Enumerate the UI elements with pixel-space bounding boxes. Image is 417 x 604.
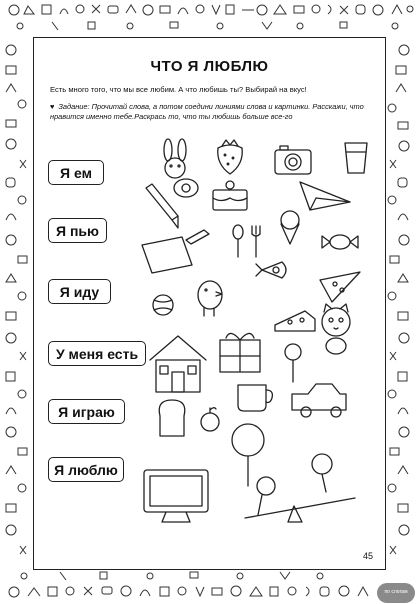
phrase-box-have[interactable]: У меня есть — [48, 341, 146, 366]
spoon-and-fork[interactable] — [233, 225, 260, 257]
toy-car[interactable] — [292, 384, 346, 417]
paper-plane[interactable] — [300, 182, 350, 210]
task-text: Прочитай слова, а потом соедини линиями слова и картинки. Расскажи, что нравится именно тебе.Раскрась то, что ты любишь больше все-го — [50, 102, 364, 121]
phrase-box-play[interactable]: Я играю — [48, 399, 125, 424]
ball[interactable] — [153, 295, 173, 315]
phrase-box-go[interactable]: Я иду — [48, 279, 111, 304]
heart-icon: ♥ — [50, 102, 55, 111]
glass-of-milk[interactable] — [345, 143, 367, 173]
pizza-slice[interactable] — [320, 272, 360, 302]
phrase-box-drink[interactable]: Я пью — [48, 218, 107, 243]
rabbit-toy[interactable] — [164, 139, 198, 197]
cheese[interactable] — [275, 311, 315, 331]
cup[interactable] — [238, 385, 272, 411]
page-title: ЧТО Я ЛЮБЛЮ — [150, 58, 269, 75]
bird-chick[interactable] — [198, 281, 222, 316]
task-label: Задание: — [58, 102, 90, 111]
cat-toy[interactable] — [322, 304, 350, 354]
page-number: 45 — [362, 551, 373, 561]
house[interactable] — [150, 336, 206, 392]
cake[interactable] — [213, 181, 247, 210]
phrase-box-eat[interactable]: Я ем — [48, 160, 104, 185]
strawberry[interactable] — [218, 140, 243, 174]
ice-cream[interactable] — [281, 211, 299, 244]
rocket[interactable] — [256, 262, 286, 278]
lollipop[interactable] — [285, 344, 301, 382]
camera[interactable] — [275, 146, 311, 174]
drawing-paper-and-pencil[interactable] — [142, 230, 209, 273]
pencil[interactable] — [146, 184, 178, 228]
watermark-badge — [377, 583, 415, 603]
apple[interactable] — [201, 408, 219, 431]
children-on-seesaw[interactable] — [245, 454, 355, 522]
intro-text: Есть много того, что мы все любим. А что любишь ты? Выбирай на вкус! — [50, 85, 307, 94]
computer-monitor[interactable] — [144, 470, 208, 522]
bread-slice[interactable] — [159, 400, 185, 436]
candy[interactable] — [322, 235, 358, 249]
tree[interactable] — [232, 424, 264, 486]
phrase-box-love[interactable]: Я люблю — [48, 457, 124, 482]
watermark-text: по слогам — [384, 589, 408, 596]
gift-box[interactable] — [220, 333, 260, 372]
